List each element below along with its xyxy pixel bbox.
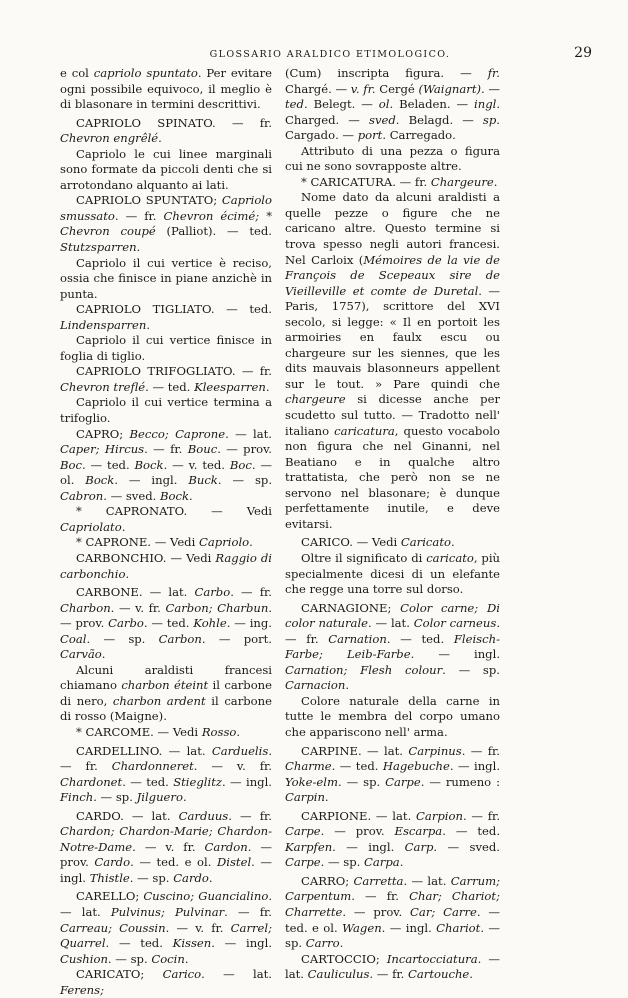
italic-term: . — sp. xyxy=(449,112,500,127)
italic-term: Color carneus xyxy=(413,616,497,631)
italic-term: Carnation; Flesh colour xyxy=(285,662,443,677)
italic-term: Chevron écimé; * Chevron coupé xyxy=(60,208,272,239)
italic-term: Capriolo smussato xyxy=(60,193,272,223)
entry-capro: CAPRO; Becco; Caprone. — lat. Caper; Hircus. — fr. Bouc. — prov. Boc. — ted. Bock. — v. ted. Boc. — ol. Bock. — ingl. Buck. — sp. Cabron. — sved. Bock. xyxy=(60,426,272,503)
italic-term: Char; Chariot; Charrette xyxy=(285,889,500,919)
italic-term: Chardonneret xyxy=(111,759,194,774)
page-header xyxy=(60,45,600,67)
italic-term: Wagen xyxy=(342,920,382,935)
paragraph: Attributo di una pezza o figura cui ne sono sovrapposte altre. xyxy=(285,143,500,174)
italic-term: Jilguero xyxy=(136,790,183,805)
italic-term: Caricato xyxy=(400,535,451,550)
entry-carpione: CARPIONE. — lat. Carpion. — fr. Carpe. — prov. Escarpa. — ted. Karpfen. — ingl. Carp. — sved. Carpe. — sp. Carpa. xyxy=(285,808,501,870)
italic-term: Carrum; Carpentum xyxy=(285,873,500,904)
italic-term: Cardon xyxy=(204,839,248,854)
italic-term: Cabron xyxy=(60,488,104,503)
italic-term: Chevron treflé xyxy=(60,379,146,394)
italic-term: . — ol. xyxy=(351,97,400,112)
entry-cardellino: CARDELLINO. — lat. Carduelis. — fr. Chardonneret. — v. fr. Chardonet. — ted. Stieglitz. — ingl. Finch. — sp. Jilguero. xyxy=(60,743,272,805)
italic-term: Capriolato xyxy=(60,519,122,534)
italic-term: Carpion xyxy=(416,808,463,823)
entry-carro: CARRO; Carretta. — lat. Carrum; Carpentum. — fr. Char; Chariot; Charrette. — prov. Car; Carre. — ted. e ol. Wagen. — ingl. Chariot. — sp. Carro. xyxy=(285,873,501,951)
entry-capriolo-trifogliato: CAPRIOLO TRIFOGLIATO. — fr. Chevron treflé. — ted. Kleesparren. xyxy=(60,364,272,394)
italic-term: Cushion xyxy=(60,951,108,966)
italic-term: Distel xyxy=(216,855,252,870)
italic-term: Chevron engrêlé xyxy=(60,131,159,146)
italic-term: capriolo spuntato xyxy=(93,66,198,80)
italic-term: Carbo xyxy=(108,616,144,631)
italic-term: Carduelis xyxy=(211,743,269,758)
italic-term: Finch xyxy=(60,790,94,805)
italic-term: Kohle xyxy=(193,616,227,631)
italic-term: Carnacion xyxy=(285,678,346,693)
italic-term: Charbon xyxy=(60,600,111,615)
italic-term: Cauliculus xyxy=(307,967,370,982)
italic-term: Carbo xyxy=(194,585,231,600)
italic-term: Carbon; Charbun xyxy=(165,600,269,615)
entry-caricato: CARICATO; Carico. — lat. Ferens; xyxy=(60,967,272,997)
italic-term: Stieglitz xyxy=(173,774,222,789)
italic-term: chargeure xyxy=(285,392,346,407)
italic-term: charbon ardent xyxy=(112,693,206,708)
entry-carbonchio: CARBONCHIO. — Vedi Raggio di carbonchio. xyxy=(60,550,272,581)
entry-caricatura: * CARICATURA. — fr. Chargeure. xyxy=(301,174,498,189)
entry-carnagione: CARNAGIONE; Color carne; Di color naturale. — lat. Color carneus. — fr. Carnation. — ted. Fleisch-Farbe; Leib-Farbe. — ingl. Carnation; Flesh colour. — sp. Carnacion. xyxy=(285,600,500,693)
italic-term: Caper; Hircus xyxy=(60,442,145,457)
paragraph: Capriolo le cui linee marginali sono formate da piccoli denti che si arrotondano alquanto ai lati. xyxy=(60,146,272,192)
italic-term: Becco; Caprone xyxy=(129,426,226,441)
italic-term: Charme xyxy=(285,759,332,774)
paragraph: e col capriolo spuntato. Per evitare ogni possibile equivoco, il meglio è di blasonare in termini descrittivi. xyxy=(60,66,272,112)
italic-term: Car; Carre xyxy=(410,904,477,919)
italic-term: Pulvinus; Pulvinar xyxy=(110,904,225,919)
entry-caprone: * CAPRONE. — Vedi Capriolo. xyxy=(76,535,253,550)
italic-term: Bock xyxy=(85,473,115,488)
italic-term: Carpinus xyxy=(408,743,462,758)
italic-term: Kleesparren xyxy=(194,379,266,394)
italic-term: Ferens; xyxy=(60,982,104,997)
italic-term: caricato xyxy=(426,550,474,565)
right-column xyxy=(285,66,500,983)
italic-term: Buck xyxy=(188,473,218,488)
italic-term: Carreau; Coussin xyxy=(60,920,166,935)
italic-term: Raggio di carbonchio xyxy=(60,550,272,581)
italic-term: Carico xyxy=(162,967,202,982)
italic-term: Chargeure xyxy=(430,174,494,189)
italic-term: . — fr. xyxy=(440,66,500,80)
italic-term: Carpe xyxy=(285,824,321,839)
paragraph: Capriolo il cui vertice finisce in foglia di tiglio. xyxy=(60,333,272,363)
italic-term: Chariot xyxy=(436,920,481,935)
italic-term: Bock xyxy=(134,457,164,472)
italic-term: Yoke-elm xyxy=(285,774,338,789)
italic-term: Bouc xyxy=(187,442,218,457)
italic-term: Cardo xyxy=(94,855,131,870)
entry-carico: CARICO. — Vedi Caricato. xyxy=(301,535,455,550)
entry-capriolo-spinato: CAPRIOLO SPINATO. — fr. Chevron engrêlé. xyxy=(60,115,272,146)
entry-capronato: * CAPRONATO. — Vedi Capriolato. xyxy=(60,504,272,534)
running-head: GLOSSARIO ARALDICO ETIMOLOGICO. xyxy=(209,49,451,60)
italic-term: Lindensparren xyxy=(60,317,147,332)
italic-term: caricatura xyxy=(334,423,395,438)
italic-term: Color carne; Di color naturale xyxy=(285,600,500,631)
italic-term: . — sved. xyxy=(335,112,409,127)
italic-term: Bock xyxy=(160,488,190,503)
italic-term: Carbon xyxy=(158,631,202,646)
page-number: 29 xyxy=(574,45,592,61)
entry-cartoccio: CARTOCCIO; Incartocciatura. — lat. Cauliculus. — fr. Cartouche. xyxy=(285,951,500,982)
italic-term: Karpfen xyxy=(285,839,333,854)
italic-term: Carro xyxy=(305,936,340,951)
italic-term: . — port. xyxy=(335,128,390,143)
italic-term: Cuscino; Guancialino xyxy=(143,889,269,904)
italic-term: Rosso xyxy=(201,724,237,739)
entry-capriolo-tigliato: CAPRIOLO TIGLIATO. — ted. Lindensparren. xyxy=(60,302,272,332)
italic-term: Carp xyxy=(404,839,434,854)
italic-term: Hagebuche xyxy=(382,759,450,774)
entry-carpine: CARPINE. — lat. Carpinus. — fr. Charme. — ted. Hagebuche. — ingl. Yoke-elm. — sp. Carpe. — rumeno : Carpin. xyxy=(285,743,501,805)
italic-term: Cardo xyxy=(173,870,209,885)
italic-term: Escarpa xyxy=(394,824,443,839)
italic-term: Thistle xyxy=(89,870,130,885)
italic-term: . — v. fr. xyxy=(328,81,380,96)
paragraph: (Cum) inscripta figura. — fr. Chargé. — v. fr. Cergé (Waignart). — ted. Belegt. — ol. Beladen. — ingl. Charged. — sved. Belagd. — sp. Cargado. — port. Carregado. xyxy=(285,66,501,143)
left-column xyxy=(60,66,272,998)
italic-term: . xyxy=(452,128,456,143)
italic-term: Carrel; Quarrel xyxy=(60,920,273,951)
entry-carbone: CARBONE. — lat. Carbo. — fr. Charbon. — v. fr. Carbon; Charbun. — prov. Carbo. — ted. Kohle. — ing. Coal. — sp. Carbon. — port. Carvão. xyxy=(60,585,273,662)
italic-term: Coal xyxy=(60,631,87,646)
italic-term: Cocin xyxy=(151,951,185,966)
paragraph: Oltre il significato di caricato, più specialmente dicesi di un elefante che regge una torre sul dorso. xyxy=(285,550,501,597)
paragraph: Capriolo il cui vertice è reciso, ossia che finisce in piane anzichè in punta. xyxy=(60,255,272,301)
italic-term: Kissen xyxy=(172,936,212,951)
italic-term: Carvão xyxy=(60,647,102,662)
italic-term: Carpe xyxy=(385,774,421,789)
entry-cardo: CARDO. — lat. Carduus. — fr. Chardon; Chardon-Marie; Chardon-Notre-Dame. — v. fr. Cardon. — prov. Cardo. — ted. e ol. Distel. — ingl. Thistle. — sp. Cardo. xyxy=(60,808,273,885)
paragraph: Nome dato da alcuni araldisti a quelle pezze o figure che ne caricano altre. Questo termine si trova spesso negli autori francesi. Nel Carloix (Mémoires de la vie de François de Scepeaux sire de Vieilleville et comte de Duretal. — Paris, 1757), scrittore del XVI secolo, si legge: « Il en portoit les armoiries en faulx escu ou chargeure sur les siennes, que les dits mauvais blasonneurs appellent sur le tout. » Pare quindi che chargeure si dicesse anche per scudetto sul tutto. — Tradotto nell' italiano caricatura, questo vocabolo non figura che nel Ginanni, nel Beatiano e in qualche altro trattatista, che però non se ne servono nel blasonare; è dunque perfettamente inutile, e deve evitarsi. xyxy=(285,190,501,531)
italic-term: Fleisch-Farbe; Leib-Farbe xyxy=(285,631,500,662)
italic-term: Mémoires de la vie de François de Scepeaux sire de Vieilleville et comte de Duretal xyxy=(285,252,500,298)
entry-capriolo-spuntato: CAPRIOLO SPUNTATO; Capriolo smussato. — fr. Chevron écimé; * Chevron coupé (Palliot). — ted. Stutzsparren. xyxy=(60,193,272,255)
italic-term: Incartocciatura xyxy=(386,951,478,966)
italic-term: Stutzsparren xyxy=(60,240,137,255)
paragraph: Colore naturale della carne in tutte le membra del corpo umano che appariscono nell' arma. xyxy=(285,693,500,739)
italic-term: . — ingl. xyxy=(446,97,501,112)
paragraph: Capriolo il cui vertice termina a trifoglio. xyxy=(60,395,272,426)
italic-term: Carretta xyxy=(353,873,404,888)
entry-carello: CARELLO; Cuscino; Guancialino. — lat. Pulvinus; Pulvinar. — fr. Carreau; Coussin. — v. fr. Carrel; Quarrel. — ted. Kissen. — ingl. Cushion. — sp. Cocin. xyxy=(60,889,273,966)
italic-term: Chardonet xyxy=(60,774,123,789)
entry-carcome: * CARCOME. — Vedi Rosso. xyxy=(76,724,241,739)
italic-term: Boc xyxy=(229,457,252,472)
italic-term: Carpin xyxy=(285,790,325,805)
italic-term: Chardon; Chardon-Marie; Chardon-Notre-Dame xyxy=(60,824,272,854)
italic-term: Carpa xyxy=(364,855,400,870)
paragraph: Alcuni araldisti francesi chiamano charbon éteint il carbone di nero, charbon ardent il carbone di rosso (Maigne). xyxy=(60,662,273,724)
italic-term: Carduus xyxy=(178,808,229,823)
italic-term: Capriolo xyxy=(199,535,250,550)
italic-term: Carnation xyxy=(328,631,387,646)
italic-term: Carpe xyxy=(285,855,321,870)
italic-term: Boc xyxy=(60,457,82,472)
italic-term: (Waignart). — ted. xyxy=(285,81,500,112)
italic-term: Cartouche xyxy=(408,967,470,982)
italic-term: charbon éteint xyxy=(121,678,209,693)
